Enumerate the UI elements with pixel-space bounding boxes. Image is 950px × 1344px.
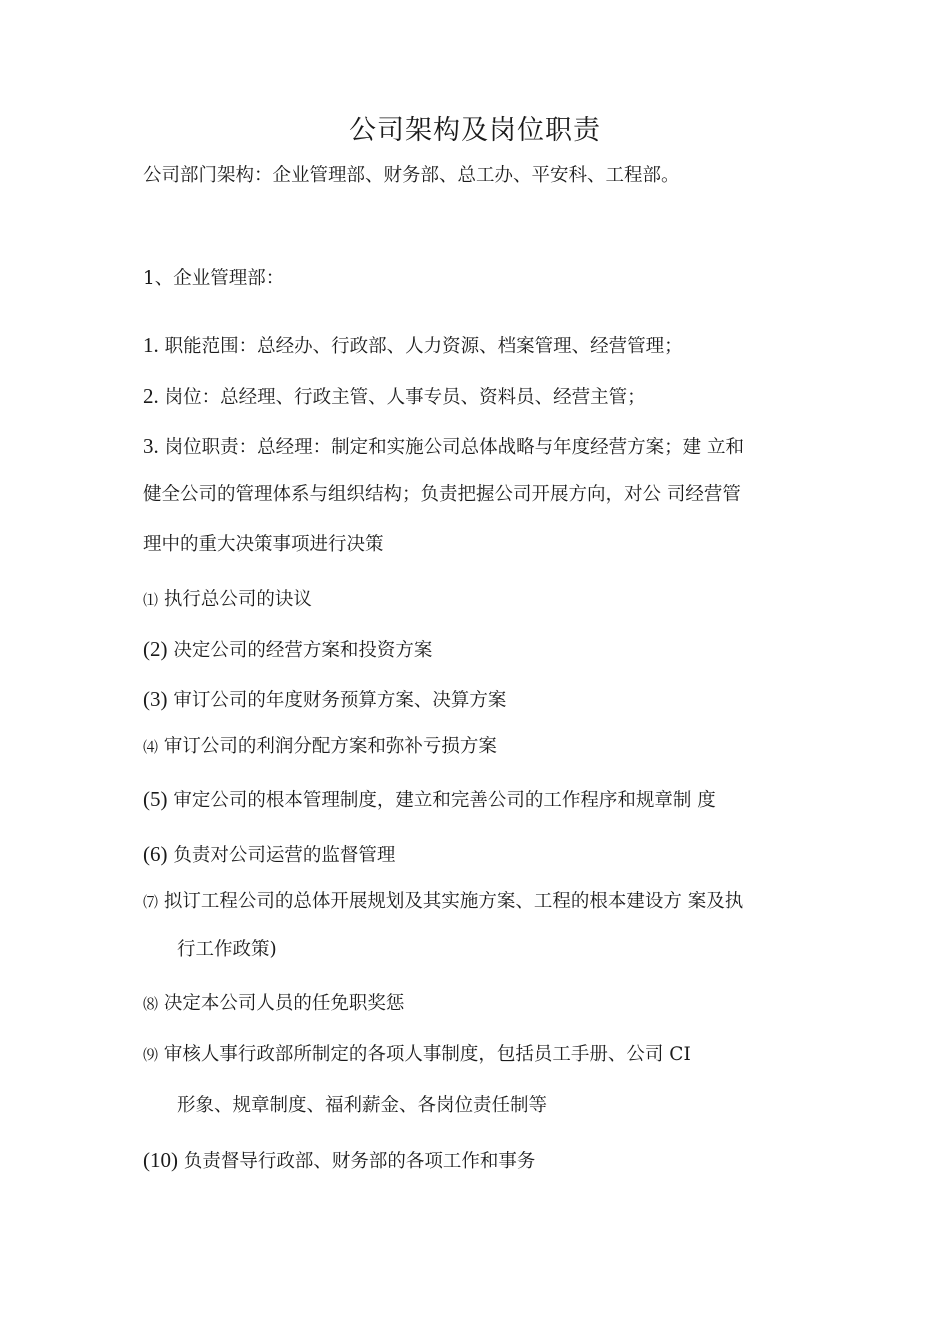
duty-number: ⑴ xyxy=(143,593,159,609)
duty-text: 决定本公司人员的任免职奖惩 xyxy=(163,993,405,1014)
duty-4 xyxy=(143,736,497,758)
item-3 xyxy=(143,434,744,459)
item-1 xyxy=(143,333,683,358)
duty-text: 审订公司的利润分配方案和弥补亏损方案 xyxy=(163,736,497,757)
duty-10 xyxy=(143,1148,535,1173)
duty-number: ⑷ xyxy=(143,740,159,756)
duty-number: ⑻ xyxy=(143,997,159,1013)
duty-7 xyxy=(143,891,743,913)
item-number: 3. xyxy=(143,434,159,458)
duty-text: 审定公司的根本管理制度，建立和完善公司的工作程序和规章制 度 xyxy=(173,790,716,811)
item-2 xyxy=(143,384,646,409)
duty-3 xyxy=(143,687,506,712)
duty-8 xyxy=(143,993,404,1015)
duty-6 xyxy=(143,842,395,867)
item-text: 岗位：总经理、行政主管、人事专员、资料员、经营主管； xyxy=(164,387,646,408)
item-text: 岗位职责：总经理：制定和实施公司总体战略与年度经营方案；建 立和 xyxy=(164,437,745,458)
item-number: 2. xyxy=(143,384,159,408)
duty-text: 审订公司的年度财务预算方案、决算方案 xyxy=(173,690,507,711)
item-3-line-2: 健全公司的管理体系与组织结构；负责把握公司开展方向，对公 司经营管 xyxy=(143,484,741,505)
duty-9-continuation: 形象、规章制度、福利薪金、各岗位责任制等 xyxy=(177,1095,548,1116)
duty-number: (5) xyxy=(143,787,168,811)
duty-number: (3) xyxy=(143,687,168,711)
duty-number: (2) xyxy=(143,637,168,661)
item-number: 1. xyxy=(143,333,159,357)
duty-7-continuation: 行工作政策) xyxy=(177,939,277,960)
duty-text: 执行总公司的诀议 xyxy=(163,589,312,610)
duty-number: (6) xyxy=(143,842,168,866)
duty-9 xyxy=(143,1044,691,1066)
duty-number: (10) xyxy=(143,1148,178,1172)
duty-text: 拟订工程公司的总体开展规划及其实施方案、工程的根本建设方 案及执 xyxy=(163,891,744,912)
duty-5 xyxy=(143,787,716,812)
duty-number: ⑺ xyxy=(143,895,159,911)
intro-paragraph: 公司部门架构：企业管理部、财务部、总工办、平安科、工程部。 xyxy=(143,165,680,186)
duty-2 xyxy=(143,637,432,662)
duty-text: 负责对公司运营的监督管理 xyxy=(173,845,396,866)
page-title: 公司架构及岗位职责 xyxy=(349,115,601,146)
duty-text: 决定公司的经营方案和投资方案 xyxy=(173,640,433,661)
item-3-line-3: 理中的重大决策事项进行决策 xyxy=(143,534,384,555)
section-heading: 1、企业管理部： xyxy=(143,268,285,289)
duty-1 xyxy=(143,589,312,611)
item-text: 职能范围：总经办、行政部、人力资源、档案管理、经营管理； xyxy=(164,336,683,357)
duty-text: 审核人事行政部所制定的各项人事制度，包括员工手册、公司 CI xyxy=(163,1044,691,1065)
duty-number: ⑼ xyxy=(143,1048,159,1064)
duty-text: 负责督导行政部、财务部的各项工作和事务 xyxy=(183,1151,536,1172)
